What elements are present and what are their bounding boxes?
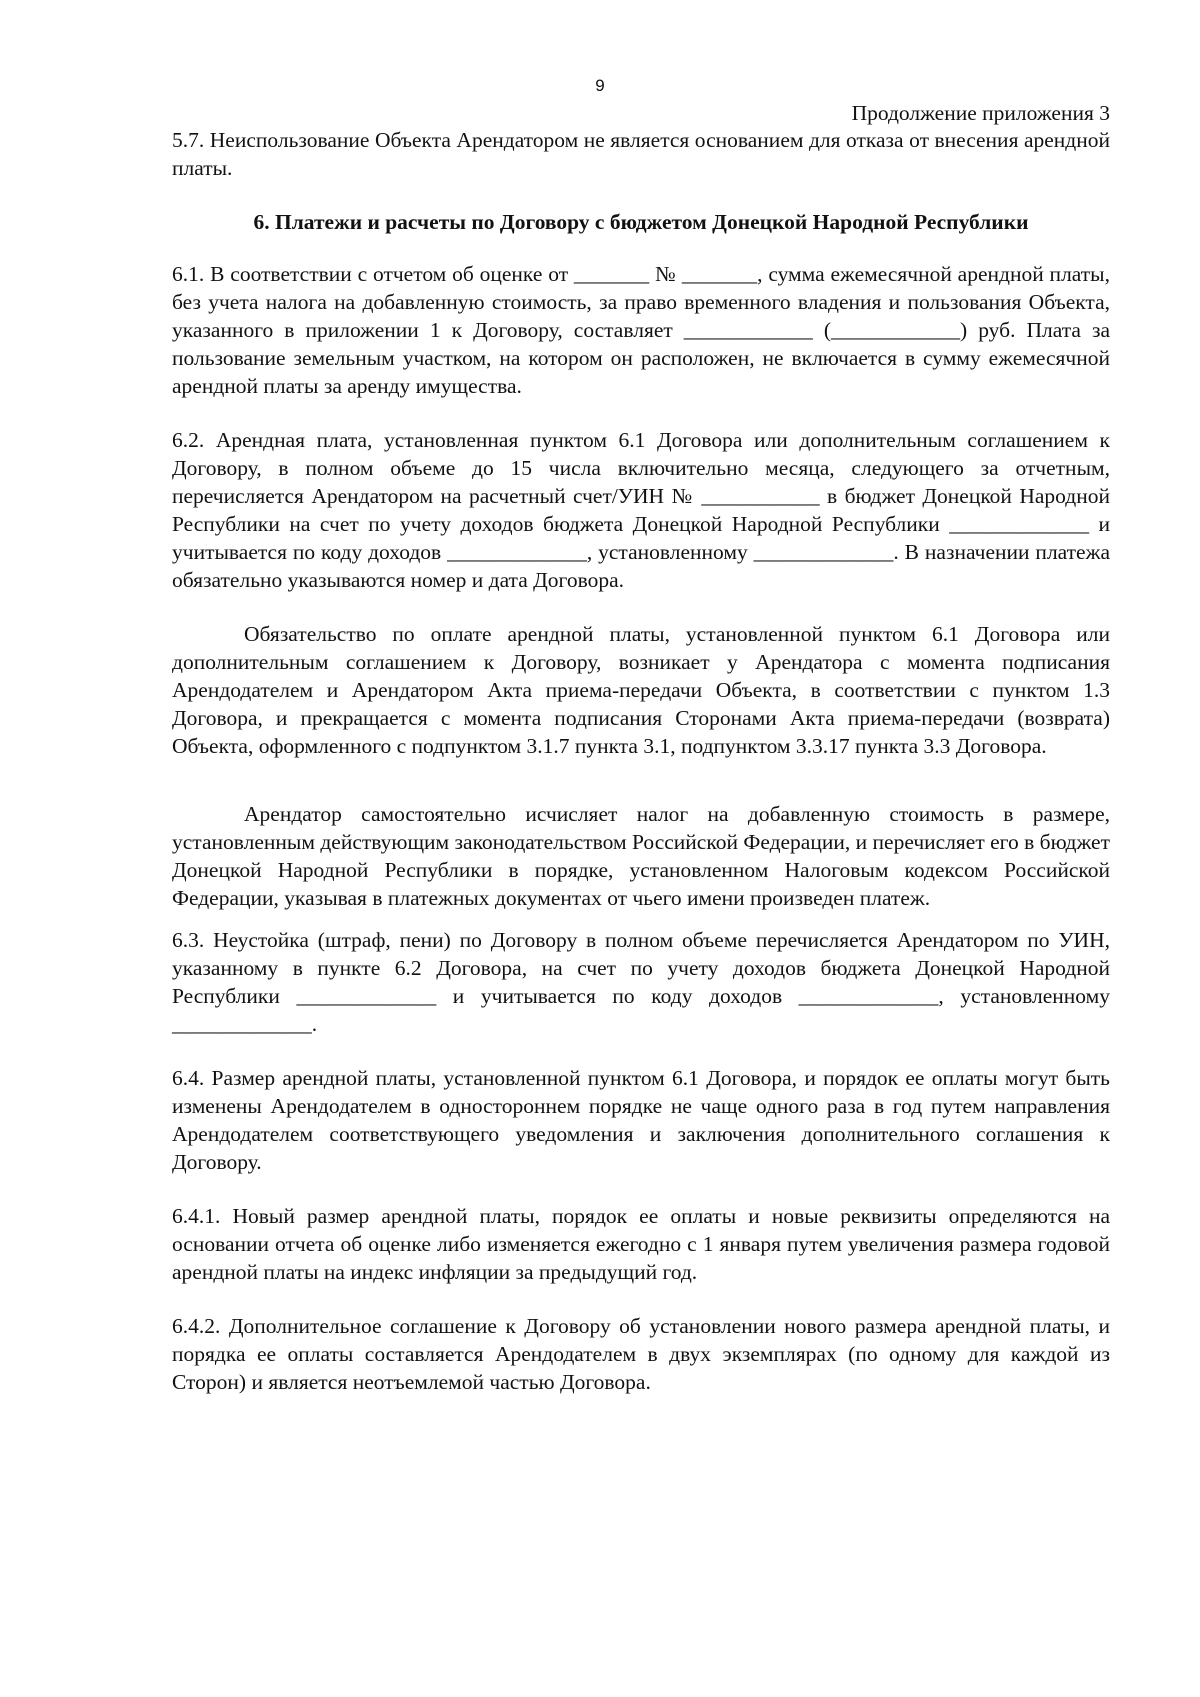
document-body: [172, 126, 1110, 1396]
paragraph-6-4: 6.4. Размер арендной платы, установленной пунктом 6.1 Договора, и порядок ее оплаты могут быть изменены Арендодателем в одностороннем порядке не чаще одного раза в год путем направления Арендодателем соответствующего уведомления и заключения дополнительного соглашения к Договору.: [172, 1066, 1110, 1174]
section-6-heading: 6. Платежи и расчеты по Договору с бюджетом Донецкой Народной Республики: [253, 210, 1029, 234]
paragraph-obligation: Обязательство по оплате арендной платы, установленной пунктом 6.1 Договора или дополнительным соглашением к Договору, возникает у Арендатора с момента подписания Арендодателем и Арендатором Акта приема-передачи Объекта, в соответствии с пунктом 1.3 Договора, и прекращается с момента подписания Сторонами Акта приема-передачи (возврата) Объекта, оформленного с подпунктом 3.1.7 пункта 3.1, подпунктом 3.3.17 пункта 3.3 Договора.: [172, 622, 1110, 758]
page-number: 9: [595, 76, 605, 95]
paragraph-6-2: 6.2. Арендная плата, установленная пунктом 6.1 Договора или дополнительным соглашением к Договору, в полном объеме до 15 числа включительно месяца, следующего за отчетным, перечисляется Арендатором на расчетный счет/УИН № ___________ в бюджет Донецкой Народной Республики на счет по учету доходов бюджета Донецкой Народной Республики _____________ и учитывается по коду доходов _____________, установленному _____________. В назначении платежа обязательно указываются номер и дата Договора.: [172, 428, 1110, 592]
continuation-label: Продолжение приложения 3: [851, 101, 1110, 125]
paragraph-6-4-1: 6.4.1. Новый размер арендной платы, порядок ее оплаты и новые реквизиты определяются на основании отчета об оценке либо изменяется ежегодно с 1 января путем увеличения размера годовой арендной платы на индекс инфляции за предыдущий год.: [172, 1204, 1110, 1284]
paragraph-6-1: 6.1. В соответствии с отчетом об оценке от _______ № _______, сумма ежемесячной арендной платы, без учета налога на добавленную стоимость, за право временного владения и пользования Объекта, указанного в приложении 1 к Договору, составляет ____________ (____________) руб. Плата за пользование земельным участком, на котором он расположен, не включается в сумму ежемесячной арендной платы за аренду имущества.: [172, 262, 1110, 398]
paragraph-5-7: 5.7. Неиспользование Объекта Арендатором не является основанием для отказа от внесения арендной платы.: [172, 128, 1110, 180]
paragraph-vat: Арендатор самостоятельно исчисляет налог на добавленную стоимость в размере, установленным действующим законодательством Российской Федерации, и перечисляет его в бюджет Донецкой Народной Республики в порядке, установленном Налоговым кодексом Российской Федерации, указывая в платежных документах от чьего имени произведен платеж.: [172, 802, 1110, 910]
paragraph-6-3: 6.3. Неустойка (штраф, пени) по Договору в полном объеме перечисляется Арендатором по УИН, указанному в пункте 6.2 Договора, на счет по учету доходов бюджета Донецкой Народной Республики _____________ и учитывается по коду доходов _____________, установленному _____________.: [172, 928, 1110, 1036]
paragraph-6-4-2: 6.4.2. Дополнительное соглашение к Договору об установлении нового размера арендной платы, и порядка ее оплаты составляется Арендодателем в двух экземплярах (по одному для каждой из Сторон) и является неотъемлемой частью Договора.: [172, 1314, 1110, 1394]
